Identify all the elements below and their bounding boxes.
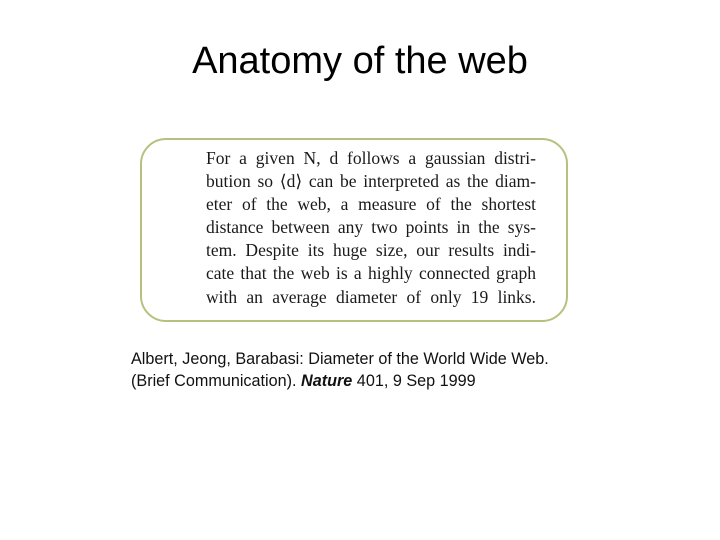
citation-prefix: (Brief Communication). xyxy=(131,372,302,390)
quote-line-7: with an average diameter of only 19 links. xyxy=(206,286,536,307)
journal-name: Nature xyxy=(301,372,353,390)
quote-line-1: For a given N, d follows a gaussian distri- xyxy=(206,148,536,168)
quote-line-5: tem. Despite its huge size, our results indi- xyxy=(206,240,536,261)
quote-line-3: eter of the web, a measure of the shortest xyxy=(206,194,536,215)
quote-text xyxy=(206,147,536,309)
quote-line-2: bution so ⟨d⟩ can be interpreted as the diam- xyxy=(206,171,536,192)
quote-box xyxy=(140,138,568,322)
citation-line-2 xyxy=(131,370,691,392)
citation-line-1: Albert, Jeong, Barabasi: Diameter of the World Wide Web. xyxy=(131,350,549,368)
quote-line-6: cate that the web is a highly connected graph xyxy=(206,263,536,284)
citation xyxy=(131,348,691,392)
citation-suffix: 401, 9 Sep 1999 xyxy=(352,372,476,390)
slide-title: Anatomy of the web xyxy=(192,40,528,82)
quote-line-4: distance between any two points in the sys- xyxy=(206,217,536,238)
